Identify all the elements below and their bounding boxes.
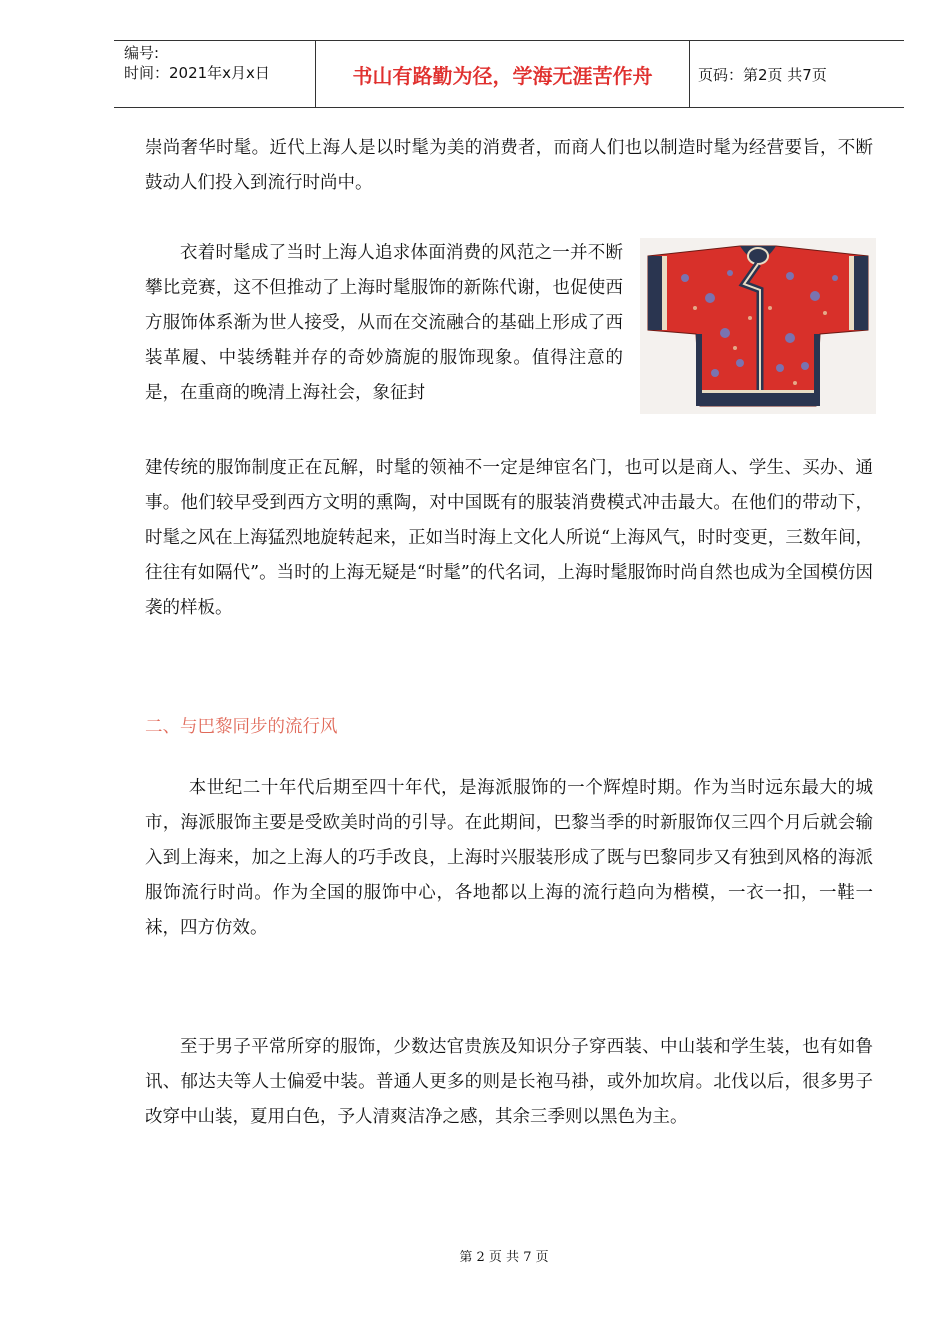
- header-time: 时间：2021年x月x日: [124, 64, 270, 82]
- paragraph-4: 至于男子平常所穿的服饰，少数达官贵族及知识分子穿西装、中山装和学生装，也有如鲁讯、郁达夫等人士偏爱中装。普通人更多的则是长袍马褂，或外加坎肩。北伐以后，很多男子改穿中山装，夏用白色，予人清爽洁净之感，其余三季则以黑色为主。: [145, 1037, 873, 1127]
- paragraph-2-continued: 建传统的服饰制度正在瓦解，时髦的领袖不一定是绅宦名门，也可以是商人、学生、买办、通事。他们较早受到西方文明的熏陶，对中国既有的服装消费模式冲击最大。在他们的带动下，时髦之风在上海猛烈地旋转起来，正如当时海上文化人所说“上海风气，时时变更，三数年间，往往有如隔代”。当时的上海无疑是“时髦”的代名词，上海时髦服饰时尚自然也成为全国模仿因袭的样板。: [145, 458, 873, 618]
- page-footer: 第 2 页 共 7 页: [459, 1250, 549, 1265]
- header-meta: [114, 41, 316, 107]
- header-number: 编号:: [124, 44, 160, 62]
- paragraph-3: 本世纪二十年代后期至四十年代，是海派服饰的一个辉煌时期。作为当时远东最大的城市，海派服饰主要是受欧美时尚的引导。在此期间，巴黎当季的时新服饰仅三四个月后就会输入到上海来，加之上海人的巧手改良，上海时兴服装形成了既与巴黎同步又有独到风格的海派服饰流行时尚。作为全国的服饰中心，各地都以上海的流行趋向为楷模，一衣一扣，一鞋一袜，四方仿效。: [145, 778, 873, 938]
- embroidered-red-robe-image: [640, 238, 876, 414]
- header-page: 页码：第2页 共7页: [698, 65, 827, 84]
- paragraph-1: 崇尚奢华时髦。近代上海人是以时髦为美的消费者，而商人们也以制造时髦为经营要旨，不断鼓动人们投入到流行时尚中。: [145, 138, 873, 193]
- header-motto: 书山有路勤为径，学海无涯苦作舟: [316, 41, 690, 107]
- paragraph-2-beside-image: 衣着时髦成了当时上海人追求体面消费的风范之一并不断攀比竞赛，这不但推动了上海时髦服饰的新陈代谢，也促使西方服饰体系渐为世人接受，从而在交流融合的基础上形成了西装革履、中装绣鞋并存的奇妙旖旎的服饰现象。值得注意的是，在重商的晚清上海社会，象征封: [145, 243, 623, 403]
- section-heading: 二、与巴黎同步的流行风: [145, 717, 338, 737]
- page-header: [114, 40, 904, 108]
